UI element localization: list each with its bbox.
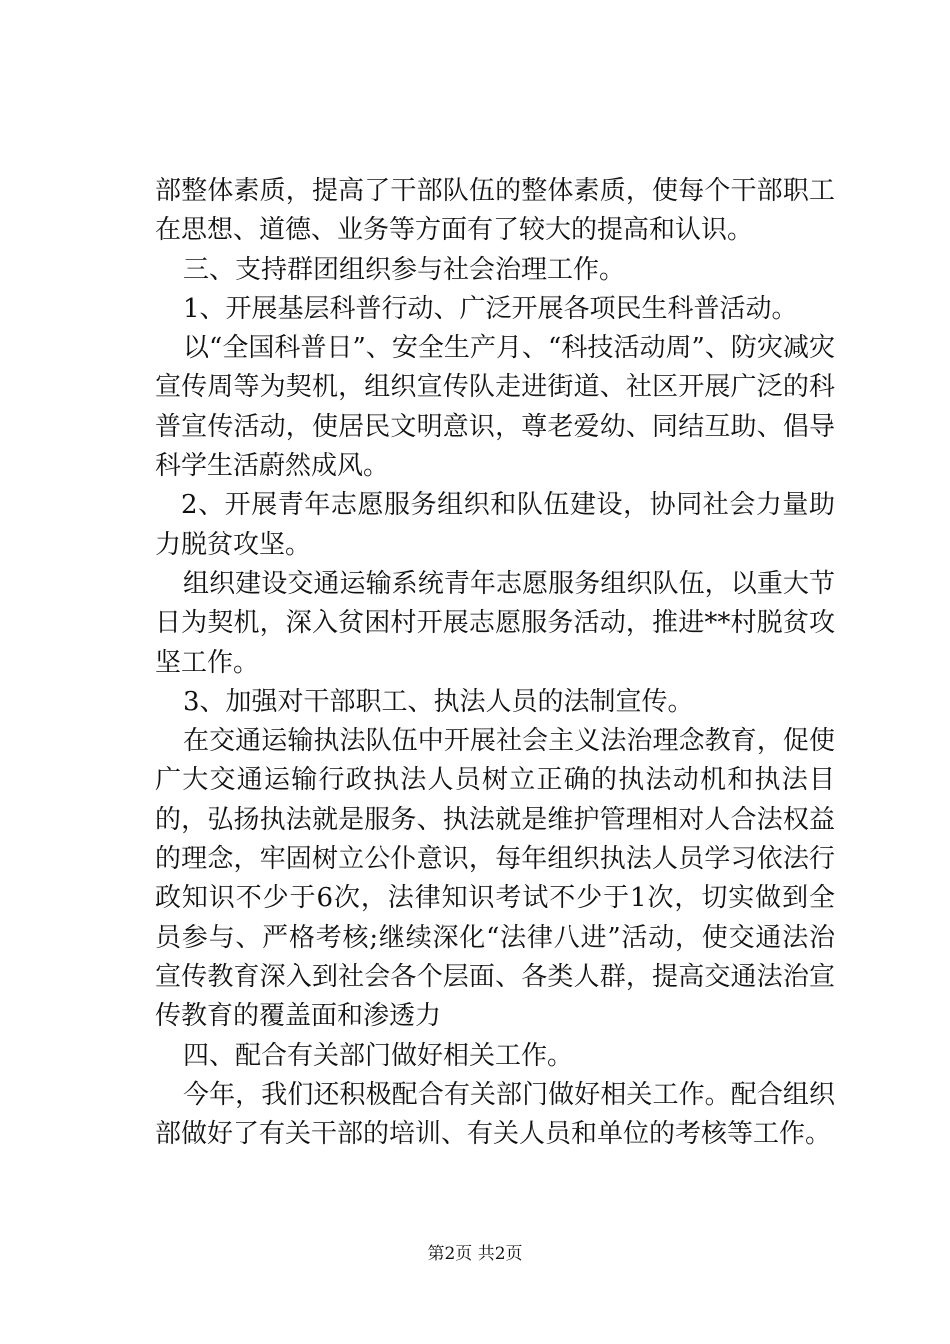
page-footer: 第2页 共2页	[427, 1244, 523, 1264]
section-heading-three: 三、支持群团组织参与社会治理工作。	[183, 254, 626, 285]
subheading-2: 2、开展青年志愿服务组织和队伍建设，协同社会力量助力脱贫攻坚。	[155, 490, 835, 560]
subheading-3: 3、加强对干部职工、执法人员的法制宣传。	[183, 686, 694, 717]
paragraph-science-popularization: 以“全国科普日”、安全生产月、“科技活动周”、防灾减灾宣传周等为契机，组织宣传队走进街道、社区开展广泛的科普宣传活动，使居民文明意识，尊老爱幼、同结互助、倡导科学生活蔚然成风。	[155, 333, 835, 482]
subheading-1: 1、开展基层科普行动、广泛开展各项民生科普活动。	[183, 293, 798, 324]
paragraph-cooperation: 今年，我们还积极配合有关部门做好相关工作。配合组织部做好了有关干部的培训、有关人员和单位的考核等工作。	[155, 1079, 835, 1150]
document-body	[155, 172, 835, 1154]
paragraph-continuation: 部整体素质，提高了干部队伍的整体素质，使每个干部职工在思想、道德、业务等方面有了较大的提高和认识。	[155, 176, 835, 246]
paragraph-volunteer-service: 组织建设交通运输系统青年志愿服务组织队伍，以重大节日为契机，深入贫困村开展志愿服务活动，推进**村脱贫攻坚工作。	[155, 568, 835, 678]
section-heading-four: 四、配合有关部门做好相关工作。	[183, 1040, 574, 1071]
paragraph-legal-publicity: 在交通运输执法队伍中开展社会主义法治理念教育，促使广大交通运输行政执法人员树立正确的执法动机和执法目的，弘扬执法就是服务、执法就是维护管理相对人合法权益的理念，牢固树立公仆意识，每年组织执法人员学习依法行政知识不少于6次，法律知识考试不少于1次，切实做到全员参与、严格考核;继续深化“法律八进”活动，使交通法治宣传教育深入到社会各个层面、各类人群，提高交通法治宣传教育的覆盖面和渗透力	[155, 726, 835, 1032]
